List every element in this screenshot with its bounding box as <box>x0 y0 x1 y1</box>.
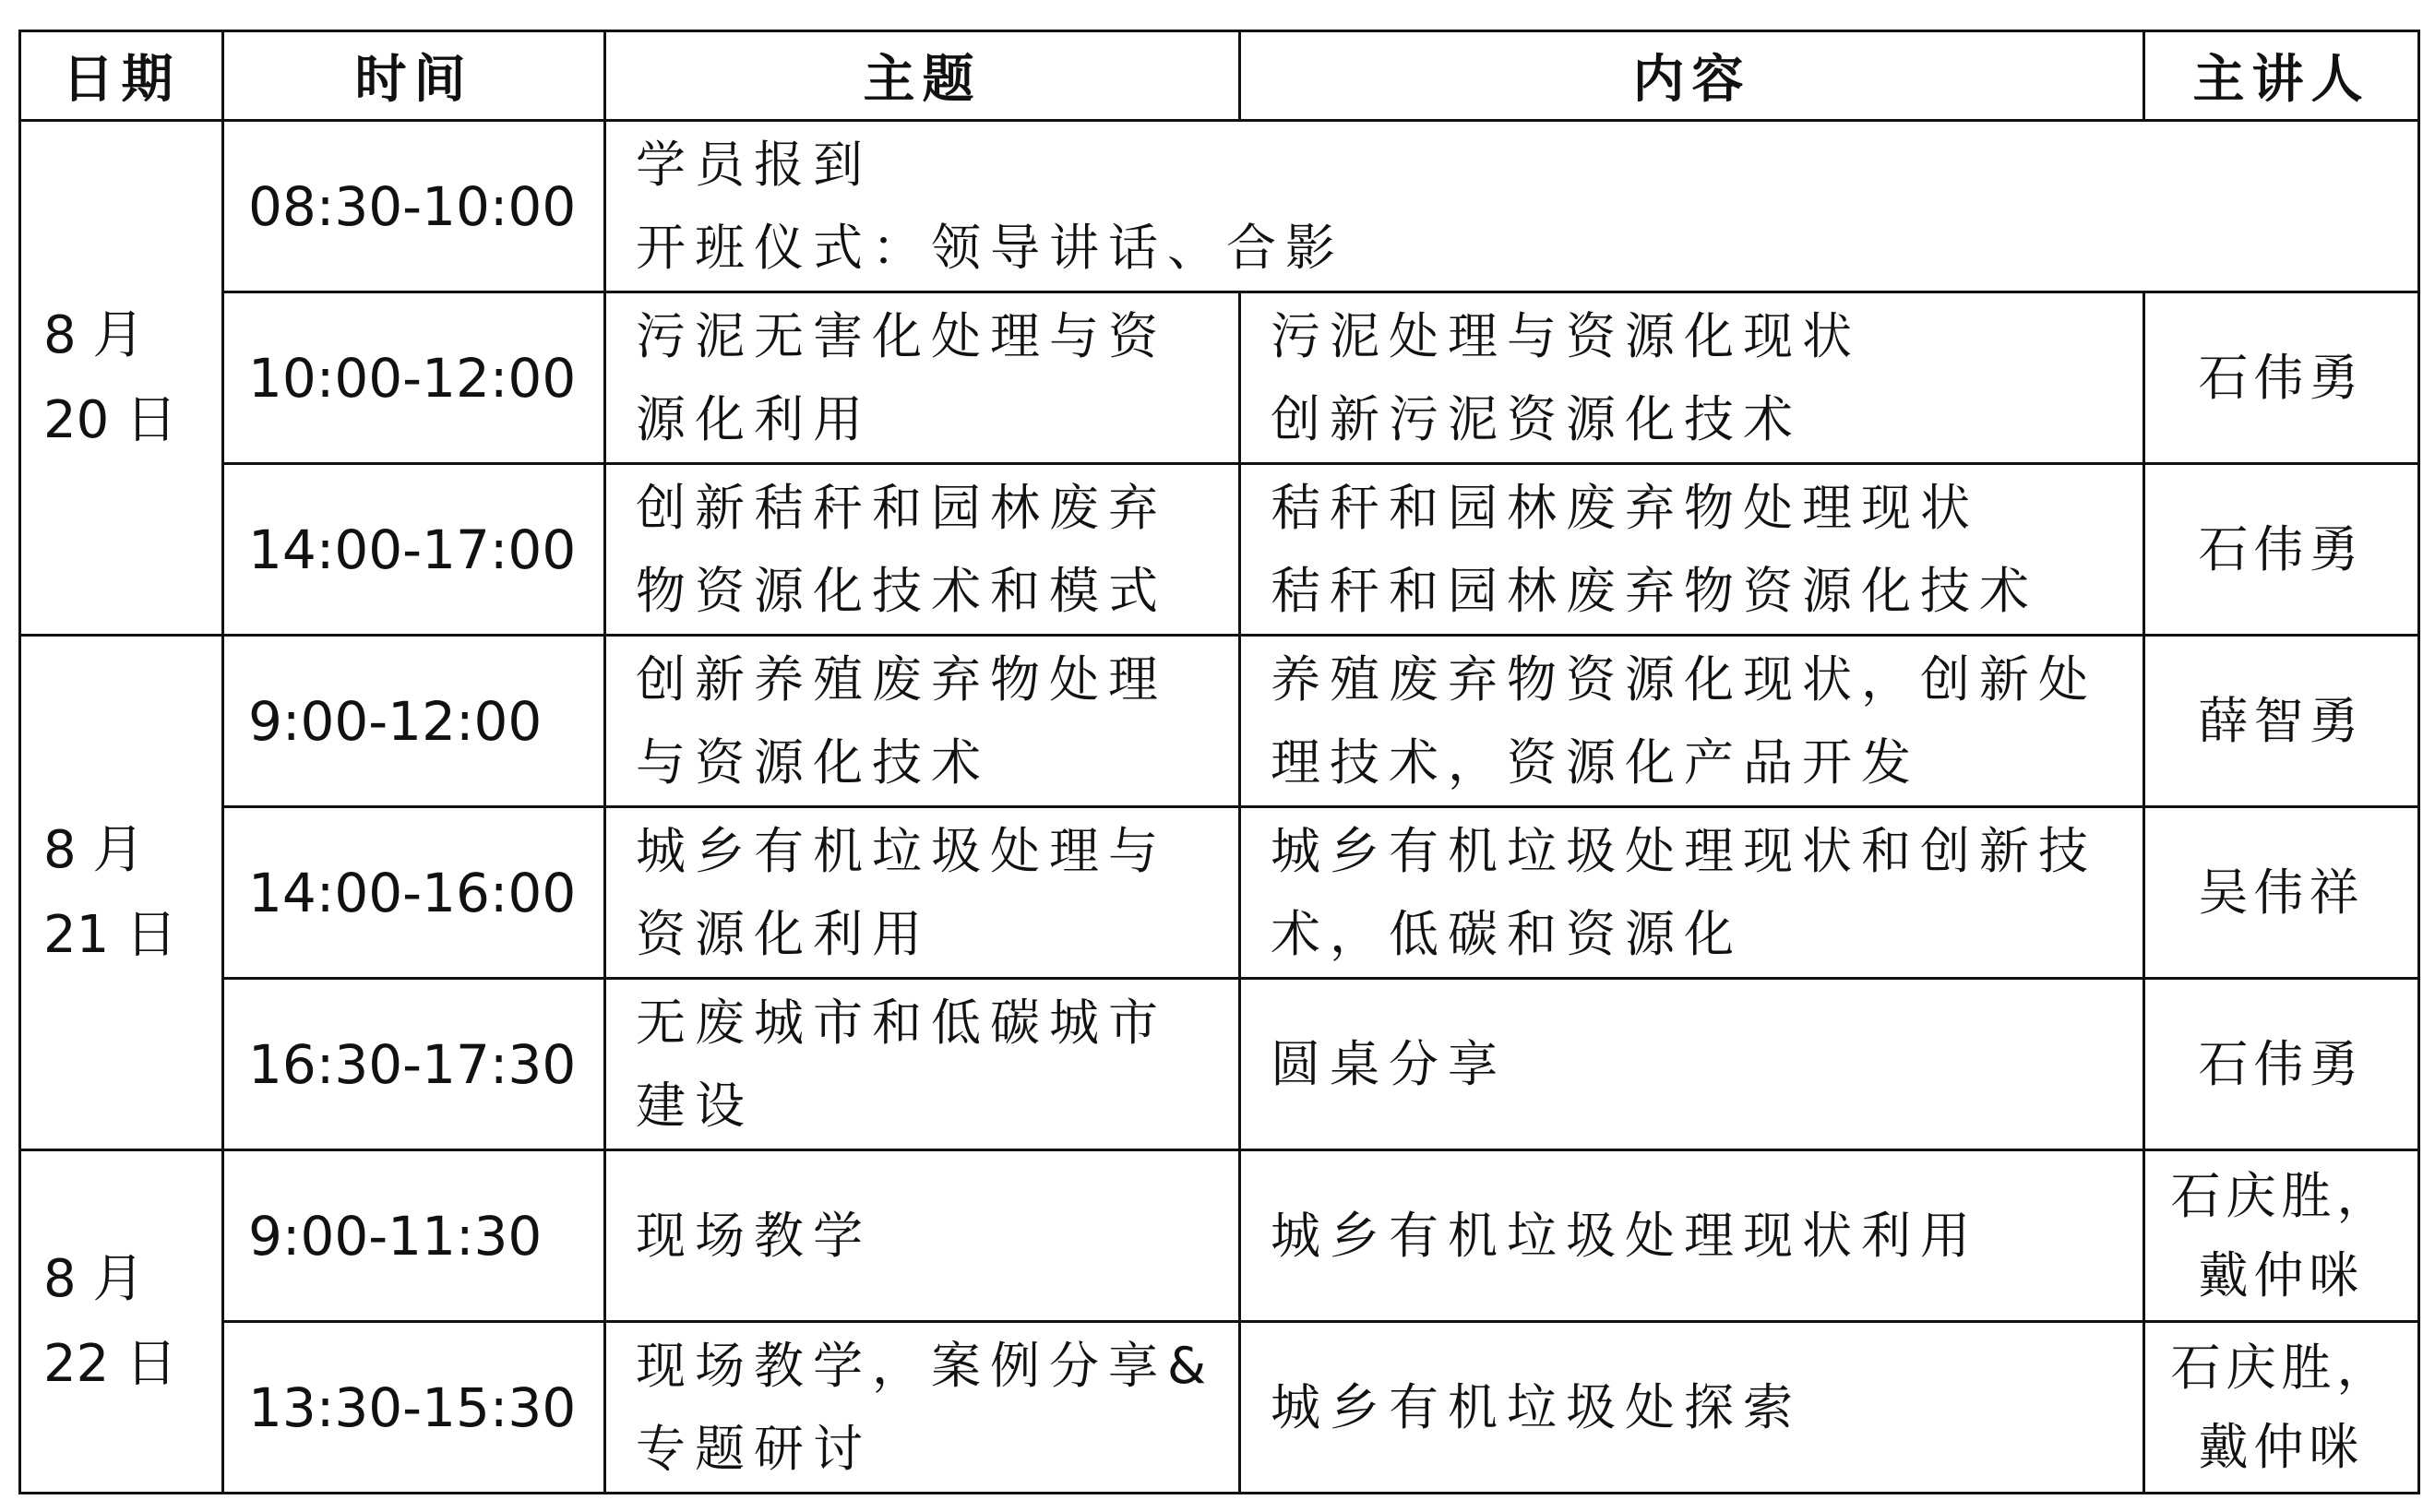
speaker-cell <box>2144 636 2419 807</box>
date-line: 22 日 <box>43 1333 178 1394</box>
table-row <box>20 292 2419 464</box>
content-line: 城乡有机垃圾处理现状利用 <box>1271 1206 1979 1265</box>
content-cell <box>1240 636 2144 807</box>
content-cell <box>1240 1322 2144 1494</box>
content-cell <box>1240 292 2144 464</box>
time-cell: 08:30-10:00 <box>223 121 605 292</box>
date-line: 8 月 <box>43 1248 145 1309</box>
speaker-cell <box>2144 1322 2419 1494</box>
time-cell: 14:00-16:00 <box>223 807 605 979</box>
topic-cell <box>605 464 1240 636</box>
content-line: 养殖废弃物资源化现状，创新处 <box>1271 649 2097 708</box>
content-cell <box>1240 1150 2144 1322</box>
topic-line: 现场教学 <box>636 1206 872 1265</box>
speaker-line: 吴伟祥 <box>2198 863 2365 922</box>
speaker-cell <box>2144 292 2419 464</box>
topic-line: 无废城市和低碳城市 <box>636 993 1167 1052</box>
header-speaker: 主讲人 <box>2144 31 2419 121</box>
content-line: 秸秆和园林废弃物资源化技术 <box>1271 561 2038 620</box>
topic-line: 创新秸秆和园林废弃 <box>636 478 1167 537</box>
speaker-line: 石伟勇 <box>2198 348 2365 407</box>
topic-line: 资源化利用 <box>636 904 931 963</box>
table-row <box>20 1150 2419 1322</box>
speaker-cell <box>2144 1150 2419 1322</box>
topic-cell <box>605 807 1240 979</box>
header-date: 日期 <box>20 31 223 121</box>
content-line: 污泥处理与资源化现状 <box>1271 306 1861 365</box>
speaker-cell <box>2144 979 2419 1150</box>
content-line: 城乡有机垃圾处理现状和创新技 <box>1271 821 2097 880</box>
topic-line: 现场教学，案例分享& <box>636 1336 1216 1395</box>
speaker-cell <box>2144 807 2419 979</box>
date-cell <box>20 1150 223 1494</box>
content-cell <box>1240 979 2144 1150</box>
time-cell: 14:00-17:00 <box>223 464 605 636</box>
time-cell: 9:00-12:00 <box>223 636 605 807</box>
table-row <box>20 464 2419 636</box>
speaker-line: 戴仲咪 <box>2198 1245 2365 1304</box>
date-line: 8 月 <box>43 819 145 880</box>
content-line: 城乡有机垃圾处探索 <box>1271 1377 1802 1436</box>
speaker-line: 石庆胜， <box>2170 1338 2393 1397</box>
table-row <box>20 121 2419 292</box>
content-line: 圆桌分享 <box>1271 1034 1507 1093</box>
speaker-line: 石伟勇 <box>2198 519 2365 578</box>
speaker-line: 薛智勇 <box>2198 691 2365 750</box>
speaker-cell <box>2144 464 2419 636</box>
topic-cell <box>605 292 1240 464</box>
time-cell: 13:30-15:30 <box>223 1322 605 1494</box>
speaker-line: 石庆胜， <box>2170 1166 2393 1225</box>
header-row <box>20 31 2419 121</box>
time-cell: 9:00-11:30 <box>223 1150 605 1322</box>
table-row <box>20 807 2419 979</box>
topic-cell <box>605 1322 1240 1494</box>
merged-cell <box>605 121 2419 292</box>
topic-cell <box>605 1150 1240 1322</box>
date-line: 20 日 <box>43 389 178 450</box>
header-time: 时间 <box>223 31 605 121</box>
content-cell <box>1240 807 2144 979</box>
date-cell <box>20 121 223 636</box>
topic-cell <box>605 636 1240 807</box>
date-line: 21 日 <box>43 904 178 965</box>
table-row <box>20 979 2419 1150</box>
date-cell <box>20 636 223 1150</box>
content-line: 理技术，资源化产品开发 <box>1271 732 1920 792</box>
topic-line: 创新养殖废弃物处理 <box>636 649 1167 708</box>
speaker-line: 戴仲咪 <box>2198 1417 2365 1476</box>
date-line: 8 月 <box>43 304 145 365</box>
topic-line: 污泥无害化处理与资 <box>636 306 1167 365</box>
speaker-line: 石伟勇 <box>2198 1034 2365 1093</box>
schedule-table <box>18 30 2420 1494</box>
topic-line: 与资源化技术 <box>636 732 990 792</box>
topic-line: 专题研讨 <box>636 1419 872 1478</box>
merged-line: 学员报到 <box>636 135 872 194</box>
topic-line: 源化利用 <box>636 389 872 448</box>
merged-line: 开班仪式：领导讲话、合影 <box>636 218 1344 277</box>
table-row <box>20 636 2419 807</box>
topic-cell <box>605 979 1240 1150</box>
topic-line: 建设 <box>636 1076 754 1135</box>
header-topic: 主题 <box>605 31 1240 121</box>
content-line: 术，低碳和资源化 <box>1271 904 1743 963</box>
topic-line: 物资源化技术和模式 <box>636 561 1167 620</box>
content-cell <box>1240 464 2144 636</box>
time-cell: 10:00-12:00 <box>223 292 605 464</box>
topic-line: 城乡有机垃圾处理与 <box>636 821 1167 880</box>
content-line: 秸秆和园林废弃物处理现状 <box>1271 478 1979 537</box>
time-cell: 16:30-17:30 <box>223 979 605 1150</box>
header-content: 内容 <box>1240 31 2144 121</box>
content-line: 创新污泥资源化技术 <box>1271 389 1802 448</box>
table-row <box>20 1322 2419 1494</box>
